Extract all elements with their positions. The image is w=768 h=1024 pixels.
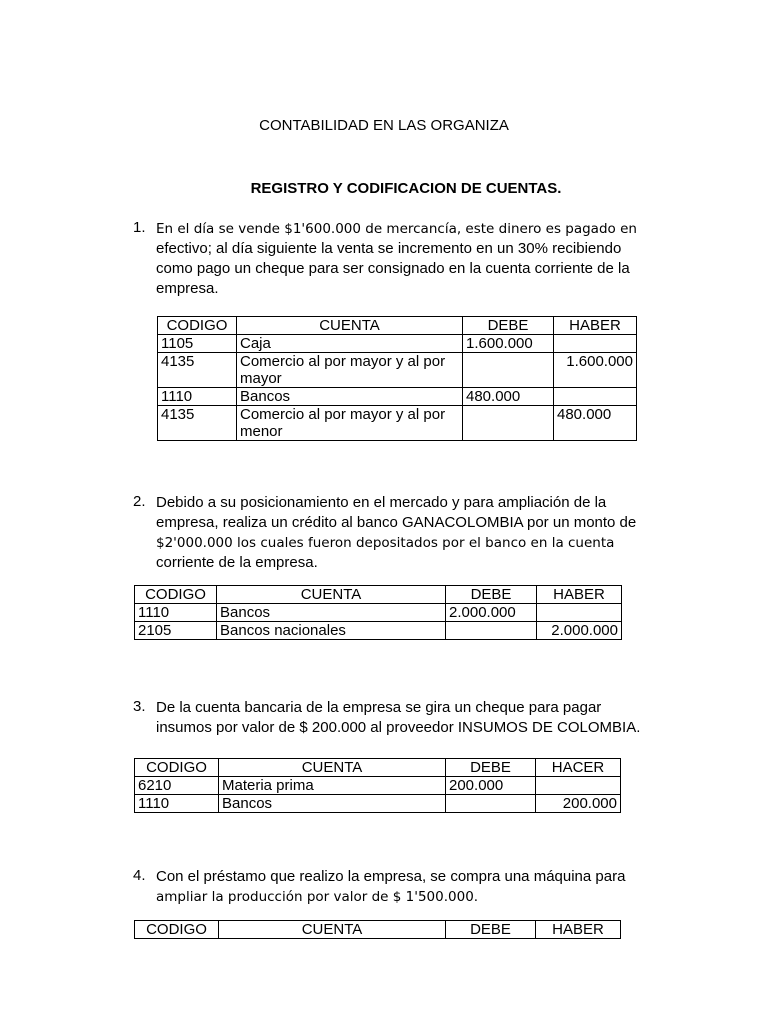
header-debe: DEBE (446, 759, 536, 777)
cell-haber: 1.600.000 (554, 353, 637, 388)
header-cuenta: CUENTA (219, 759, 446, 777)
document-title: CONTABILIDAD EN LAS ORGANIZA (259, 117, 509, 134)
question-1-text (156, 219, 676, 299)
cell-debe: 480.000 (463, 388, 554, 406)
cell-debe (463, 406, 554, 441)
table-row (135, 795, 621, 813)
cell-debe (463, 353, 554, 388)
question-1-line-1: En el día se vende $1'600.000 de mercancía, este dinero es pagado en (156, 221, 637, 237)
question-2-line-1: Debido a su posicionamiento en el mercado y para ampliación de la (156, 494, 607, 511)
table-row (135, 622, 622, 640)
cell-haber (554, 388, 637, 406)
question-1-table (157, 316, 637, 441)
header-codigo: CODIGO (135, 759, 219, 777)
header-cuenta: CUENTA (237, 317, 463, 335)
cell-cuenta: Bancos (219, 795, 446, 813)
table-header-row (135, 586, 622, 604)
header-haber: HABER (554, 317, 637, 335)
cell-debe: 1.600.000 (463, 335, 554, 353)
table-header-row (158, 317, 637, 335)
question-2-text (156, 493, 676, 573)
cell-codigo: 1110 (158, 388, 237, 406)
table-row (135, 777, 621, 795)
header-debe: DEBE (446, 586, 537, 604)
header-cuenta: CUENTA (219, 921, 446, 939)
question-1-line-2: efectivo; al día siguiente la venta se incremento en un 30% recibiendo (156, 240, 622, 257)
cell-cuenta: Bancos (217, 604, 446, 622)
question-4-table (134, 920, 621, 939)
table-row (158, 335, 637, 353)
question-2-table (134, 585, 622, 640)
question-2-line-3: $2'000.000 los cuales fueron depositados por el banco en la cuenta (156, 535, 615, 551)
question-3-table (134, 758, 621, 813)
document-subtitle: REGISTRO Y CODIFICACION DE CUENTAS. (250, 180, 562, 197)
question-3-text (156, 698, 676, 738)
table-row (158, 353, 637, 388)
cell-codigo: 4135 (158, 406, 237, 441)
cell-haber: 200.000 (536, 795, 621, 813)
question-1-line-3: como pago un cheque para ser consignado en la cuenta corriente de la (156, 260, 630, 277)
question-4-text (156, 867, 676, 907)
header-codigo: CODIGO (158, 317, 237, 335)
table-row (135, 604, 622, 622)
question-3-number: 3. (133, 698, 146, 715)
cell-debe (446, 622, 537, 640)
cell-haber: 480.000 (554, 406, 637, 441)
cell-debe: 200.000 (446, 777, 536, 795)
table-header-row (135, 921, 621, 939)
cell-haber (536, 777, 621, 795)
question-2-line-4: corriente de la empresa. (156, 554, 318, 571)
cell-cuenta: Caja (237, 335, 463, 353)
cell-codigo: 1105 (158, 335, 237, 353)
cell-codigo: 1110 (135, 795, 219, 813)
cell-codigo: 2105 (135, 622, 217, 640)
table-header-row (135, 759, 621, 777)
cell-debe: 2.000.000 (446, 604, 537, 622)
header-codigo: CODIGO (135, 586, 217, 604)
cell-debe (446, 795, 536, 813)
header-debe: DEBE (463, 317, 554, 335)
header-debe: DEBE (446, 921, 536, 939)
header-haber: HABER (536, 921, 621, 939)
header-cuenta: CUENTA (217, 586, 446, 604)
table-row (158, 388, 637, 406)
cell-cuenta: Comercio al por mayor y al por menor (237, 406, 463, 441)
cell-cuenta: Materia prima (219, 777, 446, 795)
question-4-line-1: Con el préstamo que realizo la empresa, se compra una máquina para (156, 868, 626, 885)
question-2-line-2: empresa, realiza un crédito al banco GANACOLOMBIA por un monto de (156, 514, 637, 531)
cell-haber: 2.000.000 (537, 622, 622, 640)
question-4-number: 4. (133, 867, 146, 884)
cell-codigo: 4135 (158, 353, 237, 388)
cell-cuenta: Bancos (237, 388, 463, 406)
question-3-line-2: insumos por valor de $ 200.000 al proveedor INSUMOS DE COLOMBIA. (156, 719, 641, 736)
cell-cuenta: Comercio al por mayor y al por mayor (237, 353, 463, 388)
cell-haber (554, 335, 637, 353)
question-1-number: 1. (133, 219, 146, 236)
cell-haber (537, 604, 622, 622)
table-row (158, 406, 637, 441)
cell-cuenta: Bancos nacionales (217, 622, 446, 640)
header-haber: HABER (537, 586, 622, 604)
question-3-line-1: De la cuenta bancaria de la empresa se gira un cheque para pagar (156, 699, 602, 716)
question-1-line-4: empresa. (156, 280, 219, 297)
header-hacer: HACER (536, 759, 621, 777)
header-codigo: CODIGO (135, 921, 219, 939)
question-2-number: 2. (133, 493, 146, 510)
cell-codigo: 6210 (135, 777, 219, 795)
cell-codigo: 1110 (135, 604, 217, 622)
question-4-line-2: ampliar la producción por valor de $ 1'500.000. (156, 889, 479, 905)
